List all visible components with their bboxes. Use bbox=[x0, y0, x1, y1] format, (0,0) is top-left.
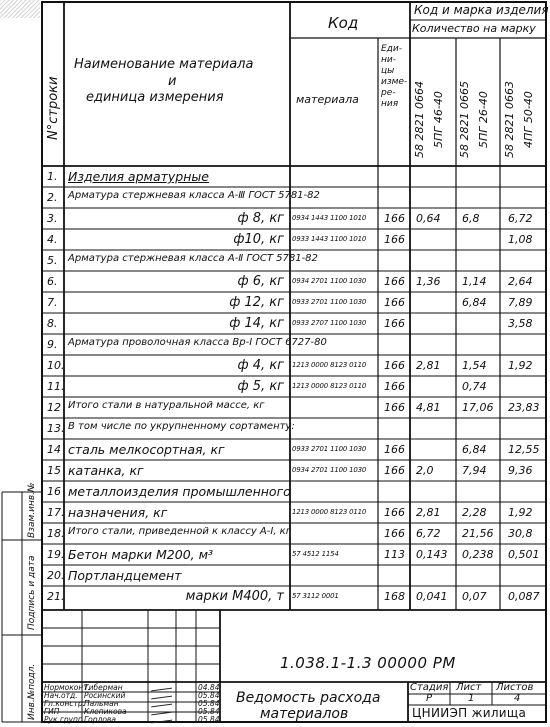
quantity-product-2: 2,28 bbox=[462, 506, 487, 519]
unit-header-part: изме- bbox=[381, 77, 408, 87]
signer-name: Росинский bbox=[84, 691, 126, 700]
material-code: 0933 2701 1100 1030 bbox=[292, 298, 367, 306]
product-3-mark: 4ПГ 50-40 bbox=[522, 91, 535, 148]
material-code: 0934 2701 1100 1030 bbox=[292, 277, 367, 285]
table-row bbox=[0, 313, 550, 334]
signer-name: Тиберман bbox=[84, 683, 123, 692]
material-code: 0933 2701 1100 1030 bbox=[292, 445, 367, 453]
quantity-product-3: 30,8 bbox=[508, 527, 533, 540]
quantity-product-2: 0,238 bbox=[462, 548, 494, 561]
material-code: 0933 2707 1100 1030 bbox=[292, 319, 367, 327]
quantity-product-3: 1,92 bbox=[508, 359, 533, 372]
quantity-product-2: 1,14 bbox=[462, 275, 487, 288]
unit-header-part: ре- bbox=[381, 88, 396, 98]
document-title-line-2: материалов bbox=[260, 706, 349, 722]
quantity-product-3: 0,087 bbox=[508, 590, 540, 603]
unit-header-part: цы bbox=[381, 66, 395, 76]
signer-name: Пальман bbox=[84, 699, 119, 708]
material-name: Итого стали, приведенной к классу А-Ⅰ, кг bbox=[68, 526, 291, 537]
quantity-product-3: 12,55 bbox=[508, 443, 540, 456]
unit-of-measure-header bbox=[381, 44, 409, 110]
quantity-product-3: 2,64 bbox=[508, 275, 533, 288]
row-number: 2. bbox=[47, 191, 58, 204]
material-code: 1213 0000 8123 0110 bbox=[292, 361, 367, 369]
table-row bbox=[0, 187, 550, 208]
handwritten-signature bbox=[151, 717, 173, 724]
row-number: 15 bbox=[47, 464, 61, 477]
organization-name: ЦНИИЭП жилища bbox=[412, 706, 527, 720]
unit-code: 113 bbox=[384, 548, 405, 561]
unit-code: 166 bbox=[384, 296, 405, 309]
material-name: катанка, кг bbox=[68, 463, 144, 478]
signer-role: Нормоконт. bbox=[44, 683, 91, 692]
row-number: 6. bbox=[47, 275, 58, 288]
row-number: 5. bbox=[47, 254, 58, 267]
signer-date: 05.84 bbox=[198, 707, 220, 716]
unit-code: 166 bbox=[384, 401, 405, 414]
material-name: ф 5, кг bbox=[237, 379, 284, 394]
material-name: Портландцемент bbox=[68, 568, 182, 583]
quantity-product-3: 23,83 bbox=[508, 401, 540, 414]
row-number: 12 bbox=[47, 401, 61, 414]
product-3-code: 58 2821 0663 bbox=[503, 81, 516, 158]
material-name: Бетон марки М200, м³ bbox=[68, 547, 214, 562]
row-number: 3. bbox=[47, 212, 58, 225]
quantity-product-2: 7,94 bbox=[462, 464, 487, 477]
quantity-product-3: 9,36 bbox=[508, 464, 533, 477]
material-name: назначения, кг bbox=[68, 505, 168, 520]
quantity-product-2: 6,8 bbox=[462, 212, 480, 225]
table-row bbox=[0, 271, 550, 292]
row-number: 16 bbox=[47, 485, 61, 498]
table-row bbox=[0, 397, 550, 418]
material-name-header-and: и bbox=[168, 74, 177, 89]
quantity-product-2: 0,07 bbox=[462, 590, 487, 603]
document-code: 1.038.1-1.3 00000 РМ bbox=[280, 654, 456, 672]
material-name: Арматура стержневая класса А-Ⅱ ГОСТ 5781-82 bbox=[68, 253, 318, 264]
signature-and-date-label: Подпись и дата bbox=[27, 555, 37, 630]
table-row bbox=[0, 334, 550, 355]
row-number: 13. bbox=[47, 422, 65, 435]
quantity-product-1: 6,72 bbox=[416, 527, 441, 540]
unit-code: 166 bbox=[384, 527, 405, 540]
unit-code: 166 bbox=[384, 443, 405, 456]
quantity-product-3: 1,92 bbox=[508, 506, 533, 519]
row-number: 14 bbox=[47, 443, 61, 456]
sheets-label: Листов bbox=[496, 682, 534, 693]
row-number: 19. bbox=[47, 548, 65, 561]
row-number: 21. bbox=[47, 590, 65, 603]
row-number: 1. bbox=[47, 170, 58, 183]
table-row bbox=[0, 292, 550, 313]
material-name: металлоизделия промышленного bbox=[68, 484, 291, 499]
unit-code: 166 bbox=[384, 359, 405, 372]
material-name: сталь мелкосортная, кг bbox=[68, 442, 225, 457]
signer-date: 05.84 bbox=[198, 691, 220, 700]
unit-code: 166 bbox=[384, 464, 405, 477]
unit-code: 166 bbox=[384, 212, 405, 225]
material-code: 57 4512 1154 bbox=[292, 550, 339, 558]
row-number: 17. bbox=[47, 506, 65, 519]
unit-code: 166 bbox=[384, 380, 405, 393]
quantity-product-3: 3,58 bbox=[508, 317, 533, 330]
quantity-product-2: 0,74 bbox=[462, 380, 487, 393]
table-row bbox=[0, 229, 550, 250]
quantity-product-1: 0,64 bbox=[416, 212, 441, 225]
quantity-product-1: 1,36 bbox=[416, 275, 441, 288]
unit-code: 166 bbox=[384, 275, 405, 288]
code-and-mark-header: Код и марка изделия bbox=[414, 3, 549, 17]
table-row bbox=[0, 565, 550, 586]
table-row bbox=[0, 523, 550, 544]
table-row bbox=[0, 586, 550, 607]
unit-header-part: ни- bbox=[381, 55, 396, 65]
document-title-line-1: Ведомость расхода bbox=[236, 690, 381, 706]
unit-header: единица измерения bbox=[86, 90, 224, 105]
material-name: ф 4, кг bbox=[237, 358, 284, 373]
material-code: 1213 0000 8123 0110 bbox=[292, 508, 367, 516]
signer-role: Нач.отд. bbox=[44, 691, 78, 700]
signer-role: Гл.констр. bbox=[44, 699, 86, 708]
table-row bbox=[0, 376, 550, 397]
material-code: 0934 1443 1100 1010 bbox=[292, 214, 367, 222]
quantity-product-2: 17,06 bbox=[462, 401, 494, 414]
quantity-product-2: 21,56 bbox=[462, 527, 494, 540]
material-code: 0934 2701 1100 1030 bbox=[292, 466, 367, 474]
original-inventory-label: Инв.№подл. bbox=[27, 663, 37, 720]
unit-code: 166 bbox=[384, 506, 405, 519]
material-code-header: материала bbox=[296, 93, 359, 106]
table-row bbox=[0, 418, 550, 439]
quantity-product-3: 7,89 bbox=[508, 296, 533, 309]
quantity-product-1: 2,81 bbox=[416, 359, 441, 372]
table-row bbox=[0, 355, 550, 376]
replacement-inventory-label: Взам.инв.№ bbox=[27, 482, 37, 538]
stage-label: Стадия bbox=[410, 682, 449, 693]
signer-role: ГИП bbox=[44, 707, 60, 716]
table-row bbox=[0, 544, 550, 565]
sheet-label: Лист bbox=[456, 682, 482, 693]
material-name: Изделия арматурные bbox=[68, 169, 209, 184]
row-number: 8. bbox=[47, 317, 58, 330]
product-1-mark: 5ПГ 46-40 bbox=[432, 91, 445, 148]
quantity-product-3: 0,501 bbox=[508, 548, 540, 561]
quantity-product-2: 6,84 bbox=[462, 296, 487, 309]
material-code: 0933 1443 1100 1010 bbox=[292, 235, 367, 243]
quantity-product-1: 0,143 bbox=[416, 548, 448, 561]
unit-code: 166 bbox=[384, 317, 405, 330]
material-name-header: Наименование материала bbox=[74, 57, 254, 72]
signer-name: Горлова bbox=[84, 715, 116, 724]
row-number: 20. bbox=[47, 569, 65, 582]
quantity-product-1: 2,81 bbox=[416, 506, 441, 519]
row-number: 18. bbox=[47, 527, 65, 540]
table-row bbox=[0, 439, 550, 460]
row-number: 7. bbox=[47, 296, 58, 309]
quantity-product-1: 4,81 bbox=[416, 401, 441, 414]
material-name: ф10, кг bbox=[233, 232, 284, 247]
table-row bbox=[0, 502, 550, 523]
signer-date: 05.84 bbox=[198, 715, 220, 724]
sheet-value: 1 bbox=[468, 693, 475, 704]
material-name: ф 6, кг bbox=[237, 274, 284, 289]
quantity-product-2: 1,54 bbox=[462, 359, 487, 372]
row-number: 10. bbox=[47, 359, 65, 372]
row-number: 11. bbox=[47, 380, 65, 393]
material-code: 1213 0000 8123 0110 bbox=[292, 382, 367, 390]
quantity-product-1: 2,0 bbox=[416, 464, 434, 477]
unit-header-part: Еди- bbox=[381, 44, 403, 54]
signer-name: Клепикова bbox=[84, 707, 127, 716]
signer-date: 04.84 bbox=[198, 683, 220, 692]
signer-role: Рук.групп. bbox=[44, 715, 86, 724]
table-row bbox=[0, 250, 550, 271]
code-header: Код bbox=[328, 14, 359, 32]
table-row bbox=[0, 166, 550, 187]
material-name: ф 14, кг bbox=[229, 316, 284, 331]
quantity-product-3: 1,08 bbox=[508, 233, 533, 246]
material-name: ф 12, кг bbox=[229, 295, 284, 310]
quantity-product-2: 6,84 bbox=[462, 443, 487, 456]
unit-code: 166 bbox=[384, 233, 405, 246]
unit-code: 168 bbox=[384, 590, 405, 603]
material-name: В том числе по укрупненному сортаменту: bbox=[68, 421, 295, 432]
quantity-product-1: 0,041 bbox=[416, 590, 448, 603]
material-name: Арматура стержневая класса А-Ⅲ ГОСТ 5781-82 bbox=[68, 190, 320, 201]
sheets-value: 4 bbox=[514, 693, 521, 704]
material-name: Итого стали в натуральной массе, кг bbox=[68, 400, 265, 411]
row-number-header: N°строки bbox=[46, 76, 61, 140]
row-number: 4. bbox=[47, 233, 58, 246]
row-number: 9. bbox=[47, 338, 58, 351]
product-2-mark: 5ПГ 26-40 bbox=[477, 91, 490, 148]
quantity-product-3: 6,72 bbox=[508, 212, 533, 225]
table-row bbox=[0, 208, 550, 229]
quantity-per-mark-header: Количество на марку bbox=[412, 22, 536, 35]
material-name: Арматура проволочная класса Вр-Ⅰ ГОСТ 6727-80 bbox=[68, 337, 327, 348]
material-name: ф 8, кг bbox=[237, 211, 284, 226]
signer-date: 05.84 bbox=[198, 699, 220, 708]
product-1-code: 58 2821 0664 bbox=[413, 81, 426, 158]
product-2-code: 58 2821 0665 bbox=[458, 81, 471, 158]
unit-header-part: ния bbox=[381, 99, 399, 109]
archive-stamp-mark bbox=[0, 0, 40, 18]
stage-value: Р bbox=[426, 693, 433, 704]
material-code: 57 3112 0001 bbox=[292, 592, 339, 600]
table-row bbox=[0, 460, 550, 481]
material-name: марки М400, т bbox=[185, 589, 284, 604]
table-row bbox=[0, 481, 550, 502]
